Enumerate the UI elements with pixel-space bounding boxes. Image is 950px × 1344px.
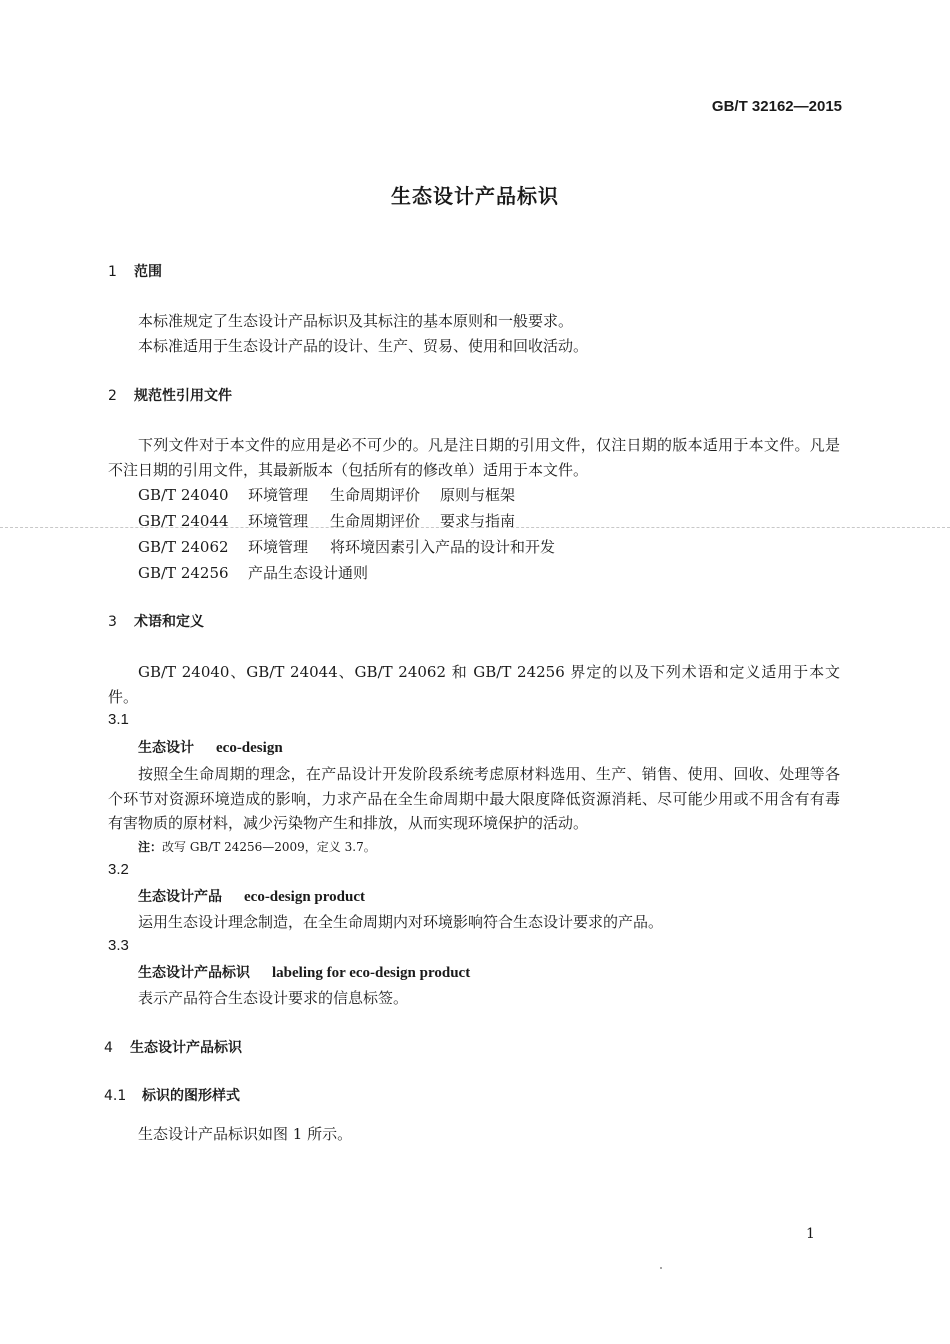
- reference-part: 环境管理: [248, 486, 309, 504]
- reference-code: GB/T 24256: [138, 564, 229, 582]
- term-zh: 生态设计产品: [138, 889, 222, 905]
- term-en: labeling for eco-design product: [272, 965, 471, 981]
- term-number: 3.2: [108, 861, 129, 878]
- paragraph: 下列文件对于本文件的应用是必不可少的。凡是注日期的引用文件，仅注日期的版本适用于本文件。凡是不注日期的引用文件，其最新版本（包括所有的修改单）适用于本文件。: [108, 436, 840, 479]
- note-label: 注：: [138, 840, 163, 854]
- section-title: 术语和定义: [134, 614, 204, 630]
- term-title: [138, 886, 365, 906]
- reference-part: 将环境因素引入产品的设计和开发: [330, 538, 556, 556]
- reference-item: [138, 562, 368, 583]
- term-zh: 生态设计产品标识: [138, 965, 250, 981]
- reference-item: [138, 484, 515, 505]
- reference-part: 原则与框架: [440, 486, 516, 504]
- paragraph: GB/T 24040、GB/T 24044、GB/T 24062 和 GB/T 24256 界定的以及下列术语和定义适用于本文件。: [108, 663, 840, 706]
- section-3-heading: [108, 611, 204, 631]
- section-4-heading: [104, 1037, 242, 1057]
- term-title: [138, 737, 283, 757]
- section-number: 3: [108, 614, 117, 630]
- subsection-title: 标识的图形样式: [142, 1088, 240, 1104]
- reference-code: GB/T 24044: [138, 512, 229, 530]
- paragraph: 本标准规定了生态设计产品标识及其标注的基本原则和一般要求。: [138, 312, 574, 330]
- section-2-heading: [108, 385, 232, 405]
- section-number: 2: [108, 388, 117, 404]
- reference-part: 环境管理: [248, 512, 309, 530]
- section-number: 4: [104, 1040, 113, 1056]
- page-number: 1: [806, 1226, 815, 1242]
- document-title: 生态设计产品标识: [391, 184, 559, 208]
- term-definition: 表示产品符合生态设计要求的信息标签。: [138, 989, 409, 1007]
- term-zh: 生态设计: [138, 740, 194, 756]
- term-en: eco-design: [216, 740, 283, 756]
- subsection-4-1-heading: [104, 1085, 240, 1105]
- note: [138, 838, 376, 855]
- term-definition: 运用生态设计理念制造，在全生命周期内对环境影响符合生态设计要求的产品。: [138, 913, 664, 931]
- reference-part: 生命周期评价: [330, 486, 421, 504]
- reference-item: [138, 536, 555, 557]
- section-title: 生态设计产品标识: [130, 1040, 242, 1056]
- scan-speck: [660, 1267, 662, 1269]
- paragraph: 生态设计产品标识如图 1 所示。: [138, 1125, 353, 1143]
- reference-code: GB/T 24040: [138, 486, 229, 504]
- note-text: 改写 GB/T 24256—2009，定义 3.7。: [162, 840, 376, 854]
- reference-part: 生命周期评价: [330, 512, 421, 530]
- paragraph: 本标准适用于生态设计产品的设计、生产、贸易、使用和回收活动。: [138, 337, 589, 355]
- term-definition: 按照全生命周期的理念，在产品设计开发阶段系统考虑原材料选用、生产、销售、使用、回收、处理等各个环节对资源环境造成的影响，力求产品在全生命周期中最大限度降低资源消耗、尽可能少用或不用含有有毒有害物质的原材料，减少污染物产生和排放，从而实现环境保护的活动。: [108, 765, 840, 832]
- section-number: 1: [108, 264, 117, 280]
- reference-part: 环境管理: [248, 538, 309, 556]
- section-title: 范围: [134, 264, 162, 280]
- term-en: eco-design product: [244, 889, 365, 905]
- term-number: 3.1: [108, 711, 129, 728]
- reference-part: 要求与指南: [440, 512, 516, 530]
- section-1-heading: [108, 261, 162, 281]
- reference-code: GB/T 24062: [138, 538, 229, 556]
- standard-code: GB/T 32162—2015: [711, 98, 842, 115]
- subsection-number: 4.1: [104, 1088, 127, 1104]
- section-title: 规范性引用文件: [134, 388, 232, 404]
- term-title: [138, 962, 470, 982]
- term-number: 3.3: [108, 937, 129, 954]
- reference-part: 产品生态设计通则: [248, 564, 369, 582]
- scan-artifact-line: [0, 527, 950, 528]
